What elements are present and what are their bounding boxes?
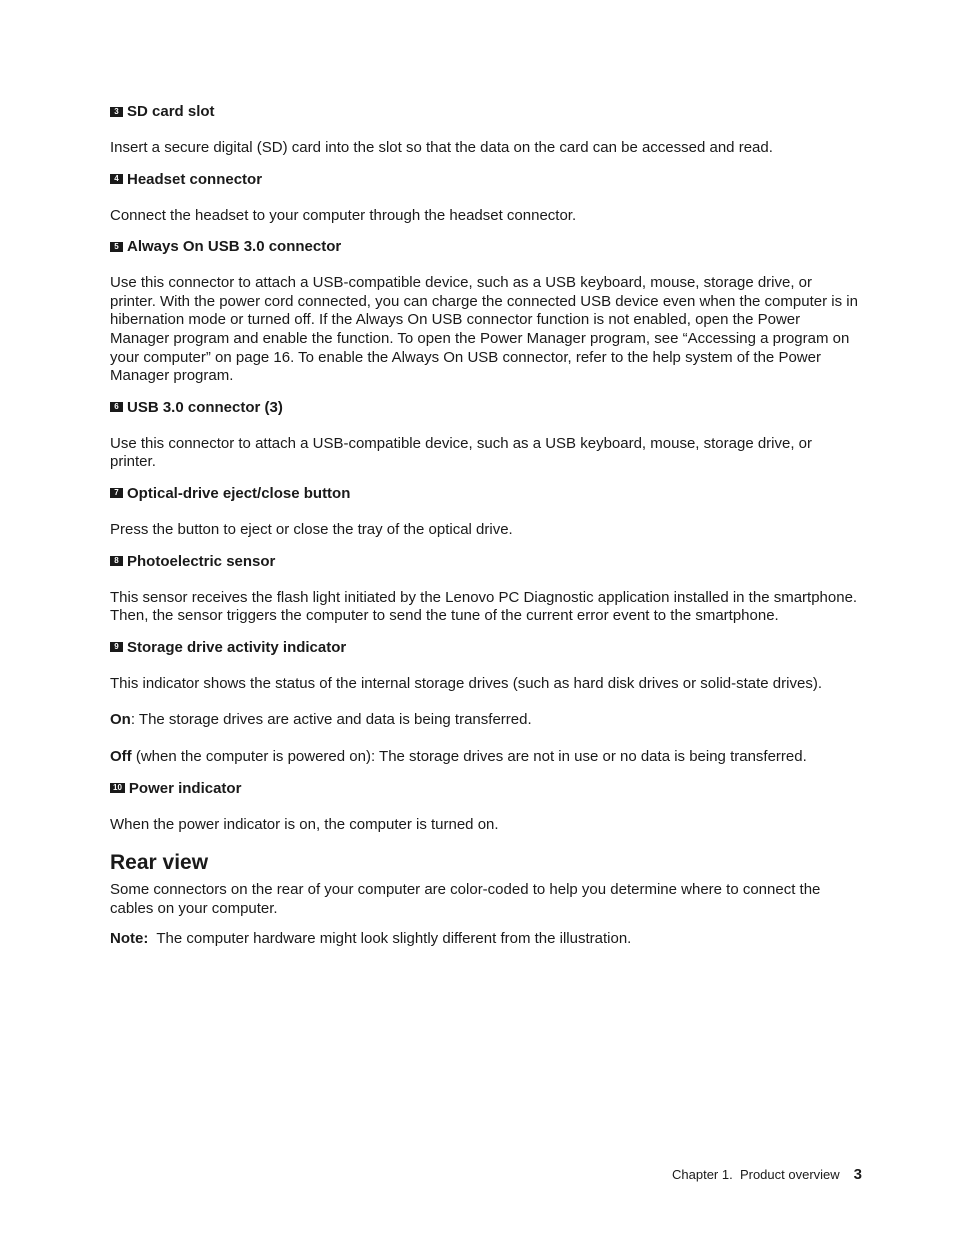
state-text: (when the computer is powered on): The storage drives are not in use or no data is being transferred.: [131, 747, 807, 765]
item-usb-connector: [110, 398, 862, 472]
item-optical-eject: [110, 484, 862, 540]
state-text: : The storage drives are active and data is being transferred.: [130, 711, 532, 729]
item-title: Storage drive activity indicator: [127, 638, 347, 656]
item-sd-card-slot: [110, 102, 862, 158]
item-description: Connect the headset to your computer through the headset connector.: [110, 206, 577, 224]
callout-badge: 8: [110, 556, 123, 566]
note-label: Note:: [110, 930, 149, 948]
item-title: Headset connector: [127, 170, 263, 188]
item-heading: [110, 398, 862, 417]
chapter-label: Chapter 1. Product overview: [672, 1167, 840, 1182]
item-title: Power indicator: [128, 779, 242, 797]
item-title: Optical-drive eject/close button: [127, 484, 351, 502]
callout-badge: 3: [110, 107, 123, 117]
note: [110, 930, 862, 949]
item-always-on-usb: [110, 237, 862, 386]
item-description: When the power indicator is on, the computer is turned on.: [110, 815, 499, 833]
item-headset-connector: [110, 170, 862, 226]
item-title: USB 3.0 connector (3): [127, 398, 283, 416]
state-label: Off: [110, 747, 132, 765]
item-description: Use this connector to attach a USB-compatible device, such as a USB keyboard, mouse, storage drive, or printer. With the power cord connected, you can charge the connected USB device even when the computer is in hibernation mode or turned off. If the Always On USB connector function is not enabled, open the Power Manager program and enable the function. To open the Power Manager program, see “Accessing a program on your computer” on page 16. To enable the Always On USB connector, refer to the help system of the Power Manager program.: [110, 274, 858, 385]
item-title: SD card slot: [127, 103, 215, 120]
item-description: This sensor receives the flash light initiated by the Lenovo PC Diagnostic application installed in the smartphone. Then, the sensor triggers the computer to send the tune of the current error event to the smartphone.: [110, 588, 858, 625]
item-heading: [110, 170, 862, 189]
section-title: Rear view: [110, 851, 209, 875]
item-heading: [110, 102, 862, 121]
item-heading: [110, 237, 862, 256]
item-description: Insert a secure digital (SD) card into the slot so that the data on the card can be accessed and read.: [110, 139, 773, 156]
callout-badge: 6: [110, 402, 123, 412]
item-heading: [110, 638, 862, 657]
note-text: The computer hardware might look slightly different from the illustration.: [148, 930, 632, 948]
item-description: Use this connector to attach a USB-compatible device, such as a USB keyboard, mouse, storage drive, or printer.: [110, 434, 813, 471]
item-title: Photoelectric sensor: [127, 552, 276, 570]
item-description: Press the button to eject or close the tray of the optical drive.: [110, 520, 513, 538]
item-heading: [110, 552, 862, 571]
callout-badge: 5: [110, 242, 123, 252]
item-heading: [110, 484, 862, 503]
page-footer: [672, 1166, 862, 1183]
item-heading: [110, 779, 862, 798]
state-on: [110, 711, 862, 730]
item-power-indicator: [110, 779, 862, 835]
callout-badge: 4: [110, 174, 123, 184]
item-storage-indicator: [110, 638, 862, 767]
state-label: On: [110, 711, 131, 729]
rear-view-section: [110, 850, 862, 949]
callout-badge: 7: [110, 488, 123, 498]
callout-badge: 9: [110, 642, 123, 652]
state-off: [110, 748, 862, 767]
page-number: 3: [853, 1166, 862, 1183]
document-body: [110, 102, 862, 949]
callout-badge: 10: [110, 783, 125, 793]
section-intro: Some connectors on the rear of your computer are color-coded to help you determine where to connect the cables on your computer.: [110, 881, 821, 917]
item-description: This indicator shows the status of the internal storage drives (such as hard disk drives or solid-state drives).: [110, 674, 822, 692]
item-title: Always On USB 3.0 connector: [127, 238, 342, 256]
item-photoelectric-sensor: [110, 552, 862, 626]
